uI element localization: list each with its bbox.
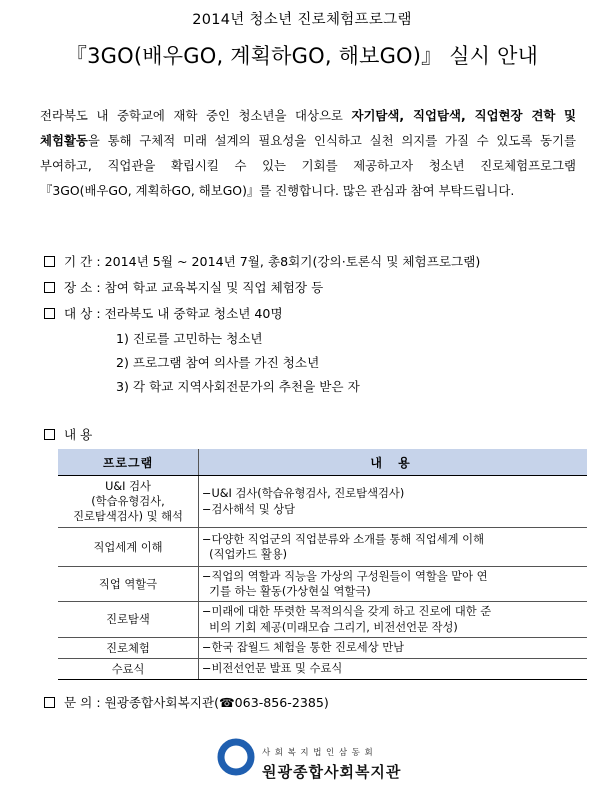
header-content: 내 용: [199, 449, 588, 476]
target-text: 대 상 : 전라북도 내 중학교 청소년 40명: [64, 306, 283, 321]
table-row: [58, 659, 587, 680]
program-desc: [199, 602, 588, 638]
intro-bold-2: 직업탐색: [413, 108, 461, 123]
program-desc-line: 비의 기회 제공(미래모습 그리기, 비전선언문 작성): [202, 620, 458, 634]
program-desc-line: −한국 잡월드 체험을 통한 진로세상 만남: [202, 641, 405, 655]
info-content: [44, 424, 92, 443]
checkbox-square-icon: [44, 256, 55, 267]
program-desc: [199, 528, 588, 567]
header-program: 프로그램: [58, 449, 199, 476]
contact-text: 문 의 : 원광종합사회복지관(☎063-856-2385): [64, 695, 329, 710]
organization-logo: [216, 737, 456, 785]
program-name: [58, 602, 199, 638]
program-desc: [199, 659, 588, 680]
program-name-line: 진로탐색: [106, 613, 150, 626]
program-desc-line: −검사해석 및 상담: [202, 502, 296, 516]
table-row: [58, 638, 587, 659]
program-name: [58, 476, 199, 528]
program-table: [58, 449, 587, 680]
program-name: [58, 528, 199, 567]
table-row: [58, 476, 587, 528]
page-title: 『3GO(배우GO, 계획하GO, 해보GO)』 실시 안내: [65, 44, 539, 68]
program-subtitle: 2014년 청소년 진로체험프로그램: [192, 12, 412, 28]
checkbox-square-icon: [44, 308, 55, 319]
intro-sep-3: [555, 108, 564, 123]
program-name: [58, 567, 199, 602]
target-item-2: 2) 프로그램 참여 의사를 가진 청소년: [116, 355, 320, 370]
program-name-line: U&I 검사: [105, 480, 151, 493]
logo-subtitle: 사회복지법인삼동회: [262, 748, 378, 758]
program-desc-line: 기를 하는 활동(가상현실 역할극): [202, 585, 371, 598]
intro-sep-2: ,: [460, 108, 475, 123]
period-text: 기 간 : 2014년 5월 ~ 2014년 7월, 총8회기(강의·토론식 및 체험프로그램): [64, 254, 481, 269]
content-label: 내 용: [64, 427, 93, 442]
target-item-1: 1) 진로를 고민하는 청소년: [116, 331, 263, 346]
intro-paragraph: [40, 103, 576, 203]
program-desc-line: −직업의 역할과 직능을 가상의 구성원들이 역할을 맡아 연: [202, 569, 488, 583]
program-desc: [199, 476, 588, 528]
table-row: [58, 528, 587, 567]
program-name-line: 직업 역할극: [98, 577, 158, 591]
info-period: [44, 251, 480, 270]
program-name-line: 수료식: [111, 662, 145, 676]
place-text: 장 소 : 참여 학교 교육복지실 및 직업 체험장 등: [64, 280, 324, 295]
target-item-3: 3) 각 학교 지역사회전문가의 추천을 받은 자: [116, 379, 360, 394]
intro-bold-1: 자기탐색: [351, 108, 400, 123]
checkbox-square-icon: [44, 697, 55, 708]
info-contact: [44, 692, 329, 711]
program-desc: [199, 567, 588, 602]
program-name-line: 진로탐색검사) 및 해석: [73, 510, 183, 523]
intro-bold-3: 직업현장 견학: [474, 108, 556, 123]
table-header-row: [58, 449, 587, 476]
ring-logo-icon: [216, 737, 256, 777]
program-name: [58, 638, 199, 659]
intro-sep-1: ,: [399, 108, 414, 123]
table-row: [58, 567, 587, 602]
program-desc-line: (직업카드 활용): [202, 548, 288, 561]
intro-text-2: 을 통해 구체적 미래 설계의 필요성을 인식하고 실천 의지를 가질 수 있도록 동기를 부여하고, 직업관을 확립시킬 수 있는 기회를 제공하고자 청소년 진로체험프로그램 『3GO(배우GO, 계획하GO, 해보GO)』를 진행합니다. 많은 관심과 참여 부탁드립니다.: [40, 133, 576, 198]
program-name-line: 진로체험: [106, 641, 150, 655]
program-name: [58, 659, 199, 680]
program-desc-line: −미래에 대한 뚜렷한 목적의식을 갖게 하고 진로에 대한 준: [202, 605, 492, 618]
program-desc-line: −다양한 직업군의 직업분류와 소개를 통해 직업세계 이해: [202, 532, 485, 546]
info-place: [44, 277, 323, 296]
logo-name: 원광종합사회복지관: [262, 763, 402, 781]
intro-text-1: 전라북도 내 중학교에 재학 중인 청소년을 대상으로: [40, 108, 352, 123]
program-name-line: 직업세계 이해: [93, 540, 163, 554]
table-row: [58, 602, 587, 638]
program-name-line: (학습유형검사,: [91, 495, 165, 508]
info-target: [44, 303, 283, 322]
program-desc: [199, 638, 588, 659]
checkbox-square-icon: [44, 429, 55, 440]
program-desc-line: −비전선언문 발표 및 수료식: [202, 662, 343, 676]
checkbox-square-icon: [44, 282, 55, 293]
intro-bold-4: 및 체험활동: [40, 108, 576, 148]
program-desc-line: −U&I 검사(학습유형검사, 진로탐색검사): [202, 487, 405, 500]
